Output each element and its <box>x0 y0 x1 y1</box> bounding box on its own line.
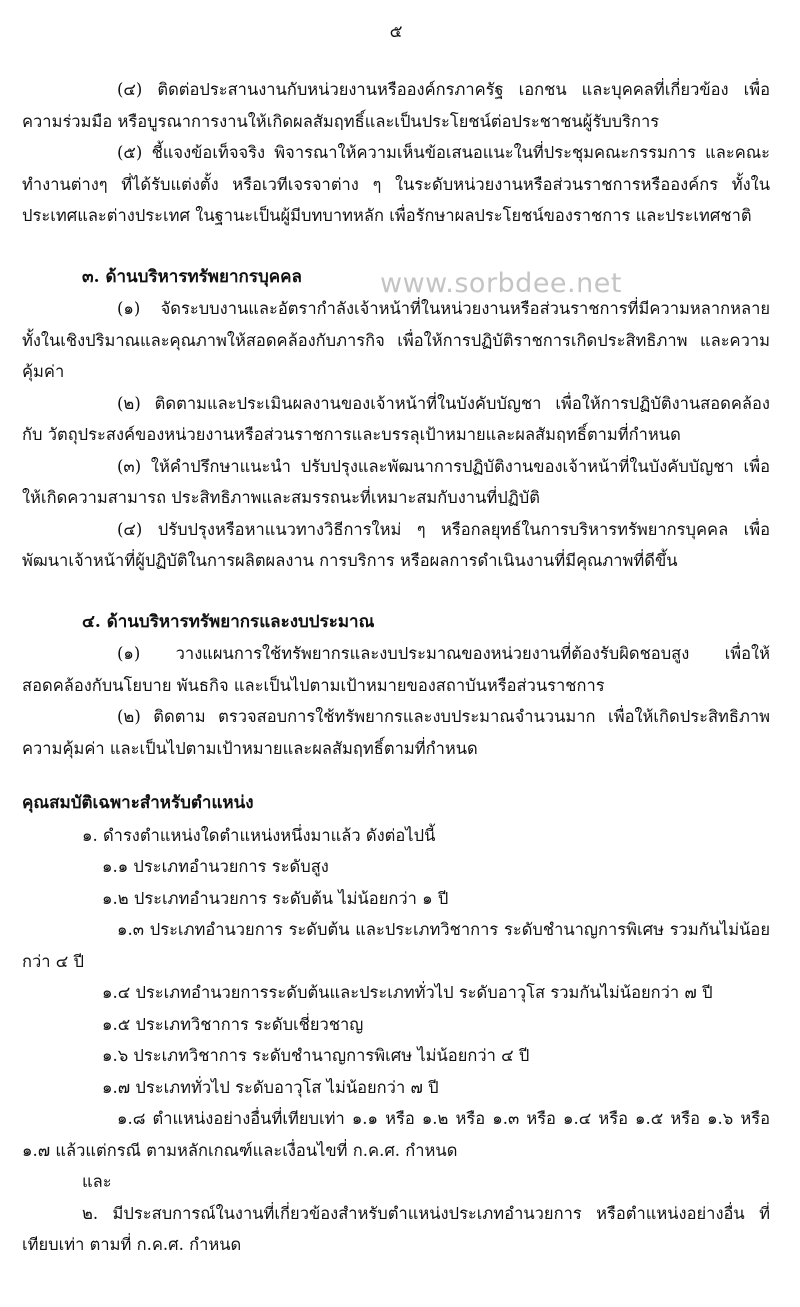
qualification-item-1: ๑. ดำรงตำแหน่งใดตำแหน่งหนึ่งมาแล้ว ดังต่อไปนี้ <box>82 825 436 845</box>
qualification-sub-1-1: ๑.๑ ประเภทอำนวยการ ระดับสูง <box>102 857 329 876</box>
qualification-item-2: ๒. มีประสบการณ์ในงานที่เกี่ยวข้องสำหรับตำแหน่งประเภทอำนวยการ หรือตำแหน่งอย่างอื่น ที่เทียบเท่า ตามที่ ก.ค.ศ. กำหนด <box>22 1203 770 1254</box>
section-4-heading: ๔. ด้านบริหารทรัพยากรและงบประมาณ <box>82 611 375 632</box>
qualification-sub-1-4: ๑.๔ ประเภทอำนวยการระดับต้นและประเภททั่วไป ระดับอาวุโส รวมกันไม่น้อยกว่า ๗ ปี <box>102 983 713 1002</box>
section-3-heading: ๓. ด้านบริหารทรัพยากรบุคคล <box>82 266 302 287</box>
watermark-text: www.sorbdee.net <box>380 268 622 299</box>
paragraph-3-4: (๔) ปรับปรุงหรือหาแนวทางวิธีการใหม่ ๆ หรือกลยุทธ์ในการบริหารทรัพยากรบุคคล เพื่อพัฒนาเจ้าหน้าที่ผู้ปฏิบัติในการผลิตผลงาน การบริการ หรือผลการดำเนินงานที่มีคุณภาพที่ดีขึ้น <box>22 519 770 570</box>
paragraph-3-3: (๓) ให้คำปรึกษาแนะนำ ปรับปรุงและพัฒนาการปฏิบัติงานของเจ้าหน้าที่ในบังคับบัญชา เพื่อให้เกิดความสามารถ ประสิทธิภาพและสมรรถนะที่เหมาะสมกับงานที่ปฏิบัติ <box>22 456 770 507</box>
page-number: ๕ <box>389 22 403 42</box>
qualification-sub-1-7: ๑.๗ ประเภททั่วไป ระดับอาวุโส ไม่น้อยกว่า ๗ ปี <box>102 1077 439 1097</box>
paragraph-4-1: (๑) วางแผนการใช้ทรัพยากรและงบประมาณของหน่วยงานที่ต้องรับผิดชอบสูง เพื่อให้สอดคล้องกับนโยบาย พันธกิจ และเป็นไปตามเป้าหมายของสถาบันหรือส่วนราชการ <box>22 644 770 695</box>
paragraph-4-2: (๒) ติดตาม ตรวจสอบการใช้ทรัพยากรและงบประมาณจำนวนมาก เพื่อให้เกิดประสิทธิภาพ ความคุ้มค่า และเป็นไปตามเป้าหมายและผลสัมฤทธิ์ตามที่กำหนด <box>22 707 770 758</box>
qualification-sub-1-8: ๑.๘ ตำแหน่งอย่างอื่นที่เทียบเท่า ๑.๑ หรือ ๑.๒ หรือ ๑.๓ หรือ ๑.๔ หรือ ๑.๕ หรือ ๑.๖ หรือ ๑.๗ แล้วแต่กรณี ตามหลักเกณฑ์และเงื่อนไขที่ ก.ค.ศ. กำหนด <box>22 1109 770 1160</box>
qualification-sub-1-2: ๑.๒ ประเภทอำนวยการ ระดับต้น ไม่น้อยกว่า ๑ ปี <box>102 888 449 908</box>
qualification-sub-1-5: ๑.๕ ประเภทวิชาการ ระดับเชี่ยวชาญ <box>102 1014 364 1034</box>
paragraph-3-2: (๒) ติดตามและประเมินผลงานของเจ้าหน้าที่ในบังคับบัญชา เพื่อให้การปฏิบัติงานสอดคล้องกับ วัตถุประสงค์ของหน่วยงานหรือส่วนราชการและบรรลุเป้าหมายและผลสัมฤทธิ์ตามที่กำหนด <box>22 393 770 444</box>
qualification-and: และ <box>82 1172 112 1191</box>
paragraph-2-5: (๕) ชี้แจงข้อเท็จจริง พิจารณาให้ความเห็นข้อเสนอแนะในที่ประชุมคณะกรรมการ และคณะทำงานต่างๆ ที่ได้รับแต่งตั้ง หรือเวทีเจรจาต่าง ๆ ในระดับหน่วยงานหรือส่วนราชการหรือองค์กร ทั้งในประเทศและต่างประเทศ ในฐานะเป็นผู้มีบทบาทหลัก เพื่อรักษาผลประโยชน์ของราชการ และประเทศชาติ <box>22 143 770 225</box>
qualification-sub-1-6: ๑.๖ ประเภทวิชาการ ระดับชำนาญการพิเศษ ไม่น้อยกว่า ๔ ปี <box>102 1046 530 1065</box>
qualifications-heading: คุณสมบัติเฉพาะสำหรับตำแหน่ง <box>22 793 254 813</box>
paragraph-2-4: (๔) ติดต่อประสานงานกับหน่วยงานหรือองค์กรภาครัฐ เอกชน และบุคคลที่เกี่ยวข้อง เพื่อความร่วมมือ หรือบูรณาการงานให้เกิดผลสัมฤทธิ์และเป็นประโยชน์ต่อประชาชนผู้รับบริการ <box>22 80 770 131</box>
paragraph-3-1: (๑) จัดระบบงานและอัตรากำลังเจ้าหน้าที่ในหน่วยงานหรือส่วนราชการที่มีความหลากหลาย ทั้งในเชิงปริมาณและคุณภาพให้สอดคล้องกับภารกิจ เพื่อให้การปฏิบัติราชการเกิดประสิทธิภาพ และความคุ้มค่า <box>22 299 770 381</box>
qualification-sub-1-3: ๑.๓ ประเภทอำนวยการ ระดับต้น และประเภทวิชาการ ระดับชำนาญการพิเศษ รวมกันไม่น้อยกว่า ๔ ปี <box>22 920 770 971</box>
